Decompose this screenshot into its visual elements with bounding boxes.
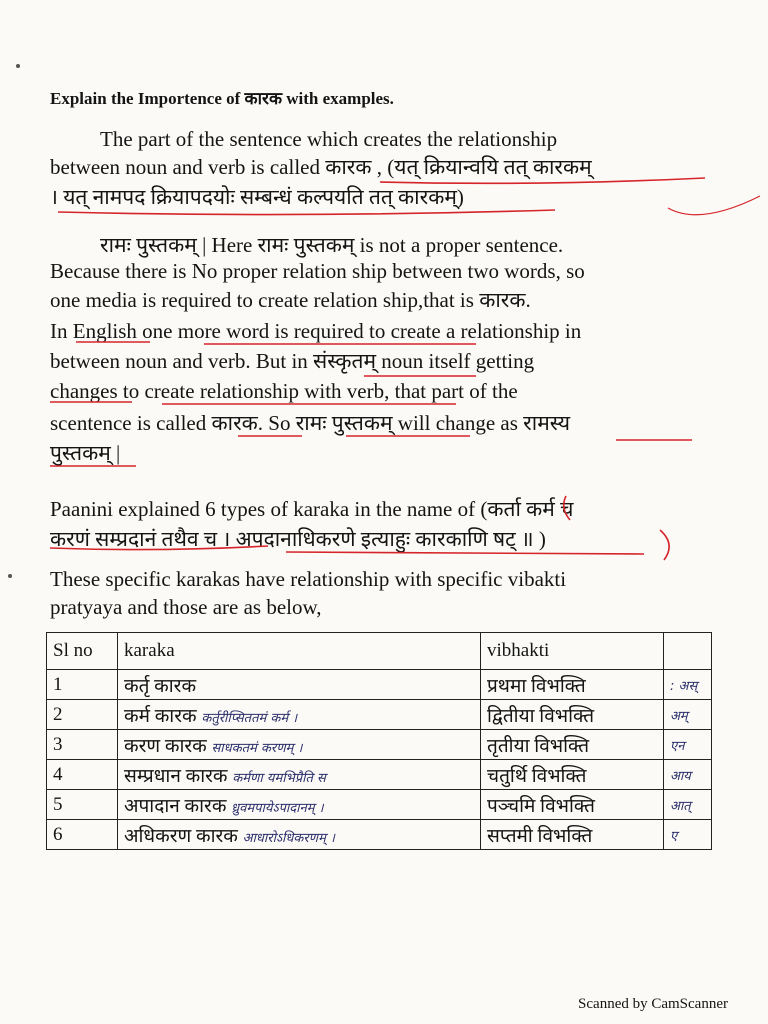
cell-suffix: : अस्	[664, 670, 712, 700]
cell-vibhakti: तृतीया विभक्ति	[481, 730, 664, 760]
table-header-row	[47, 633, 712, 670]
karaka-name: कर्तृ कारक	[124, 675, 197, 697]
text-line: one media is required to create relation ship,that is कारक.	[50, 288, 531, 312]
header-suffix	[664, 633, 712, 670]
karaka-name: कर्म कारक	[124, 705, 197, 727]
cell-sl: 2	[47, 700, 118, 730]
text-line: Paanini explained 6 types of karaka in the name of (कर्ता कर्म च	[50, 497, 574, 521]
table-row	[47, 700, 712, 730]
karaka-name: अधिकरण कारक	[124, 825, 238, 847]
cell-suffix: एन	[664, 730, 712, 760]
karaka-table	[46, 632, 712, 850]
header-vibhakti: vibhakti	[481, 633, 664, 670]
text-line: रामः पुस्तकम् | Here रामः पुस्तकम् is not a proper sentence.	[100, 233, 564, 257]
cell-vibhakti: पञ्चमि विभक्ति	[481, 790, 664, 820]
karaka-name: करण कारक	[124, 735, 207, 757]
handwritten-note: साधकतमं करणम् ।	[211, 740, 303, 756]
text-line: पुस्तकम् |	[50, 441, 121, 465]
text-line: scentence is called कारक. So रामः पुस्तकम् will change as रामस्य	[50, 411, 571, 435]
table-row	[47, 760, 712, 790]
text-line: changes to create relationship with verb, that part of the	[50, 379, 518, 403]
text-line: pratyaya and those are as below,	[50, 595, 322, 619]
karaka-name: सम्प्रधान कारक	[124, 765, 228, 787]
cell-vibhakti: चतुर्थि विभक्ति	[481, 760, 664, 790]
table-row	[47, 730, 712, 760]
cell-vibhakti: सप्तमी विभक्ति	[481, 820, 664, 850]
text-line: between noun and verb. But in संस्कृतम् noun itself getting	[50, 349, 535, 373]
cell-sl: 6	[47, 820, 118, 850]
table-row	[47, 820, 712, 850]
cell-vibhakti: द्वितीया विभक्ति	[481, 700, 664, 730]
karaka-name: अपादान कारक	[124, 795, 227, 817]
text-line: Because there is No proper relation ship between two words, so	[50, 259, 585, 283]
cell-sl: 3	[47, 730, 118, 760]
cell-karaka	[118, 790, 481, 820]
text-line: In English one more word is required to create a relationship in	[50, 319, 582, 343]
text-line: between noun and verb is called कारक , (यत् क्रियान्वयि तत् कारकम्	[50, 155, 592, 179]
page-heading: Explain the Importence of कारक with examples.	[50, 89, 394, 108]
cell-karaka	[118, 760, 481, 790]
cell-karaka	[118, 670, 481, 700]
text-line: The part of the sentence which creates the relationship	[100, 127, 558, 151]
cell-karaka	[118, 730, 481, 760]
cell-suffix: अम्	[664, 700, 712, 730]
text-line: These specific karakas have relationship with specific vibakti	[50, 567, 567, 591]
cell-suffix: आय	[664, 760, 712, 790]
header-sl-no: Sl no	[47, 633, 118, 670]
table-row	[47, 670, 712, 700]
cell-karaka	[118, 700, 481, 730]
handwritten-note: कर्तुरीप्सिततमं कर्म ।	[201, 710, 298, 726]
handwritten-note: कर्मणा यमभिप्रैति स	[232, 770, 326, 786]
handwritten-note: ध्रुवमपायेऽपादानम् ।	[231, 800, 324, 816]
cell-sl: 1	[47, 670, 118, 700]
cell-sl: 5	[47, 790, 118, 820]
text-line: । यत् नामपद क्रियापदयोः सम्बन्धं कल्पयति तत् कारकम्)	[50, 185, 464, 209]
table-row	[47, 790, 712, 820]
cell-vibhakti: प्रथमा विभक्ति	[481, 670, 664, 700]
header-karaka: karaka	[118, 633, 481, 670]
cell-suffix: आत्	[664, 790, 712, 820]
cell-karaka	[118, 820, 481, 850]
cell-suffix: ए	[664, 820, 712, 850]
scanner-watermark: Scanned by CamScanner	[578, 996, 728, 1012]
text-line: करणं सम्प्रदानं तथैव च । अपदानाधिकरणे इत्याहुः कारकाणि षट् ॥ )	[50, 527, 546, 551]
cell-sl: 4	[47, 760, 118, 790]
handwritten-note: आधारोऽधिकरणम् ।	[242, 830, 335, 846]
